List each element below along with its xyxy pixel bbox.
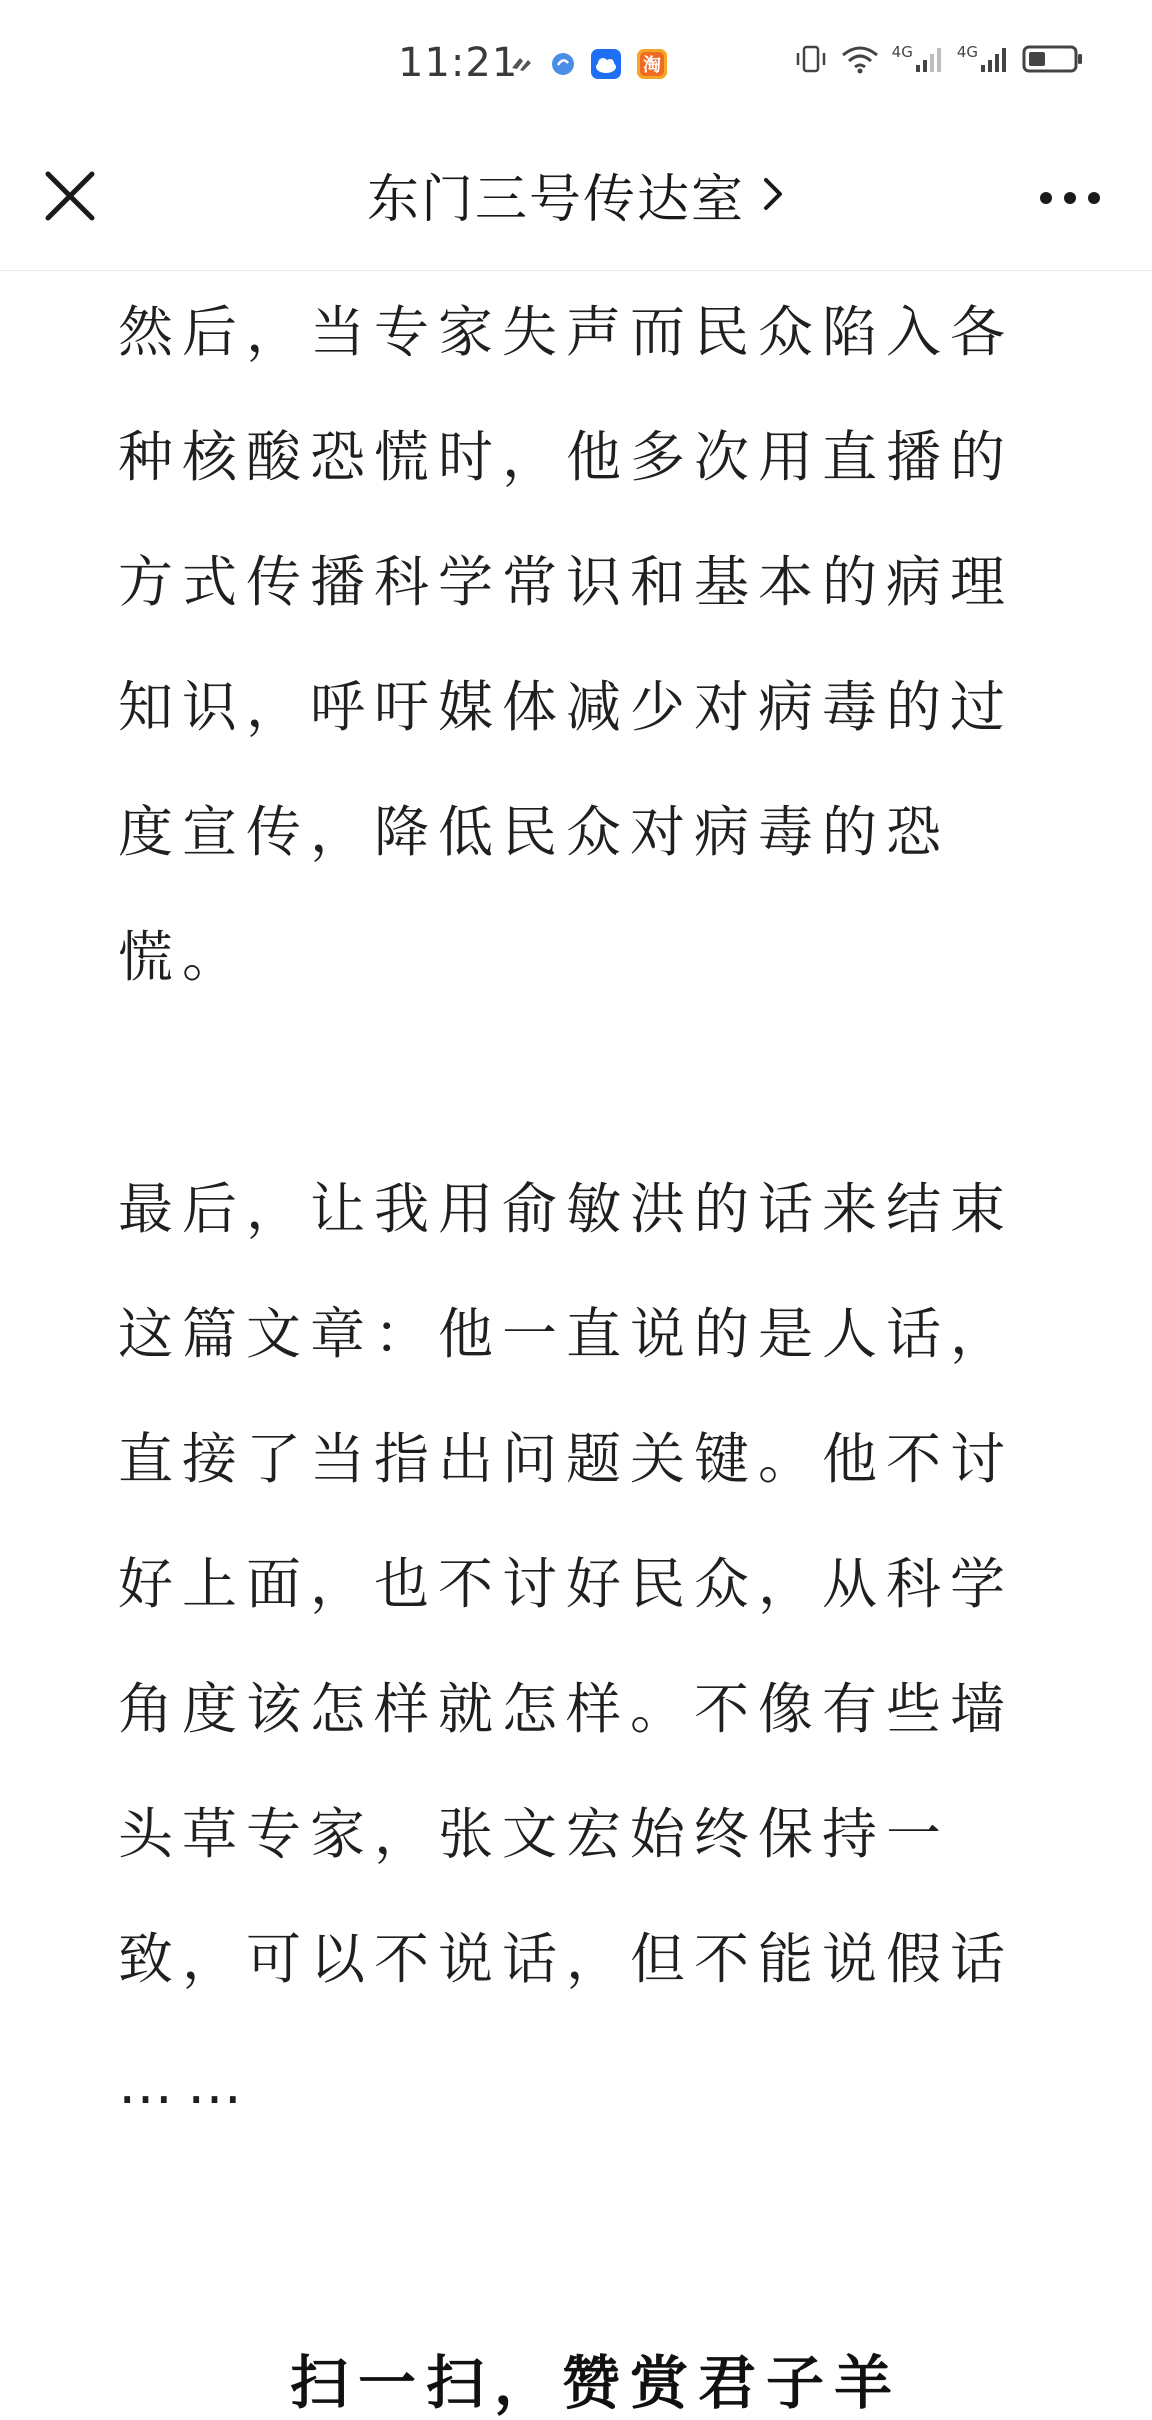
chevron-right-icon — [761, 174, 785, 214]
article-ellipsis: …… — [118, 2052, 256, 2116]
account-title-button[interactable] — [0, 154, 1152, 234]
status-app-icons — [508, 48, 668, 80]
status-right-icons — [794, 44, 1084, 74]
vibrate-icon — [794, 44, 828, 74]
more-dots-icon[interactable] — [1034, 170, 1106, 226]
article-body — [118, 270, 1018, 2147]
article-paragraph: 最后，让我用俞敏洪的话来结束这篇文章：他一直说的是人话，直接了当指出问题关键。他不讨好上面，也不讨好民众，从科学角度该怎样就怎样。不像有些墙头草专家，张文宏始终保持一致，可以不说话，但不能说假话 — [118, 1177, 1015, 1991]
signal-bars-icon-2 — [980, 45, 1010, 73]
account-title: 东门三号传达室 — [366, 169, 745, 230]
status-bar — [0, 0, 1152, 130]
cloud-app-icon — [590, 48, 622, 80]
status-time: 11:21 — [398, 40, 519, 86]
signal-1 — [892, 45, 945, 73]
taobao-icon — [636, 48, 668, 80]
article-paragraph: 然后，当专家失声而民众陷入各种核酸恐慌时，他多次用直播的方式传播科学常识和基本的病理知识，呼吁媒体减少对病毒的过度宣传，降低民众对病毒的恐慌。 — [118, 300, 1015, 989]
wifi-icon — [840, 44, 880, 74]
network-type-label-1: 4G — [891, 43, 913, 61]
network-type-label-2: 4G — [956, 43, 978, 61]
nav-bar — [0, 130, 1152, 271]
signal-bars-icon-1 — [915, 45, 945, 73]
reward-heading: 扫一扫，赞赏君子羊 — [290, 2349, 903, 2417]
signal-2 — [957, 45, 1010, 73]
blue-bubble-icon — [550, 51, 576, 77]
wechat-link-icon — [508, 50, 536, 78]
svg-text:淘: 淘 — [643, 55, 661, 76]
battery-icon — [1022, 44, 1084, 74]
